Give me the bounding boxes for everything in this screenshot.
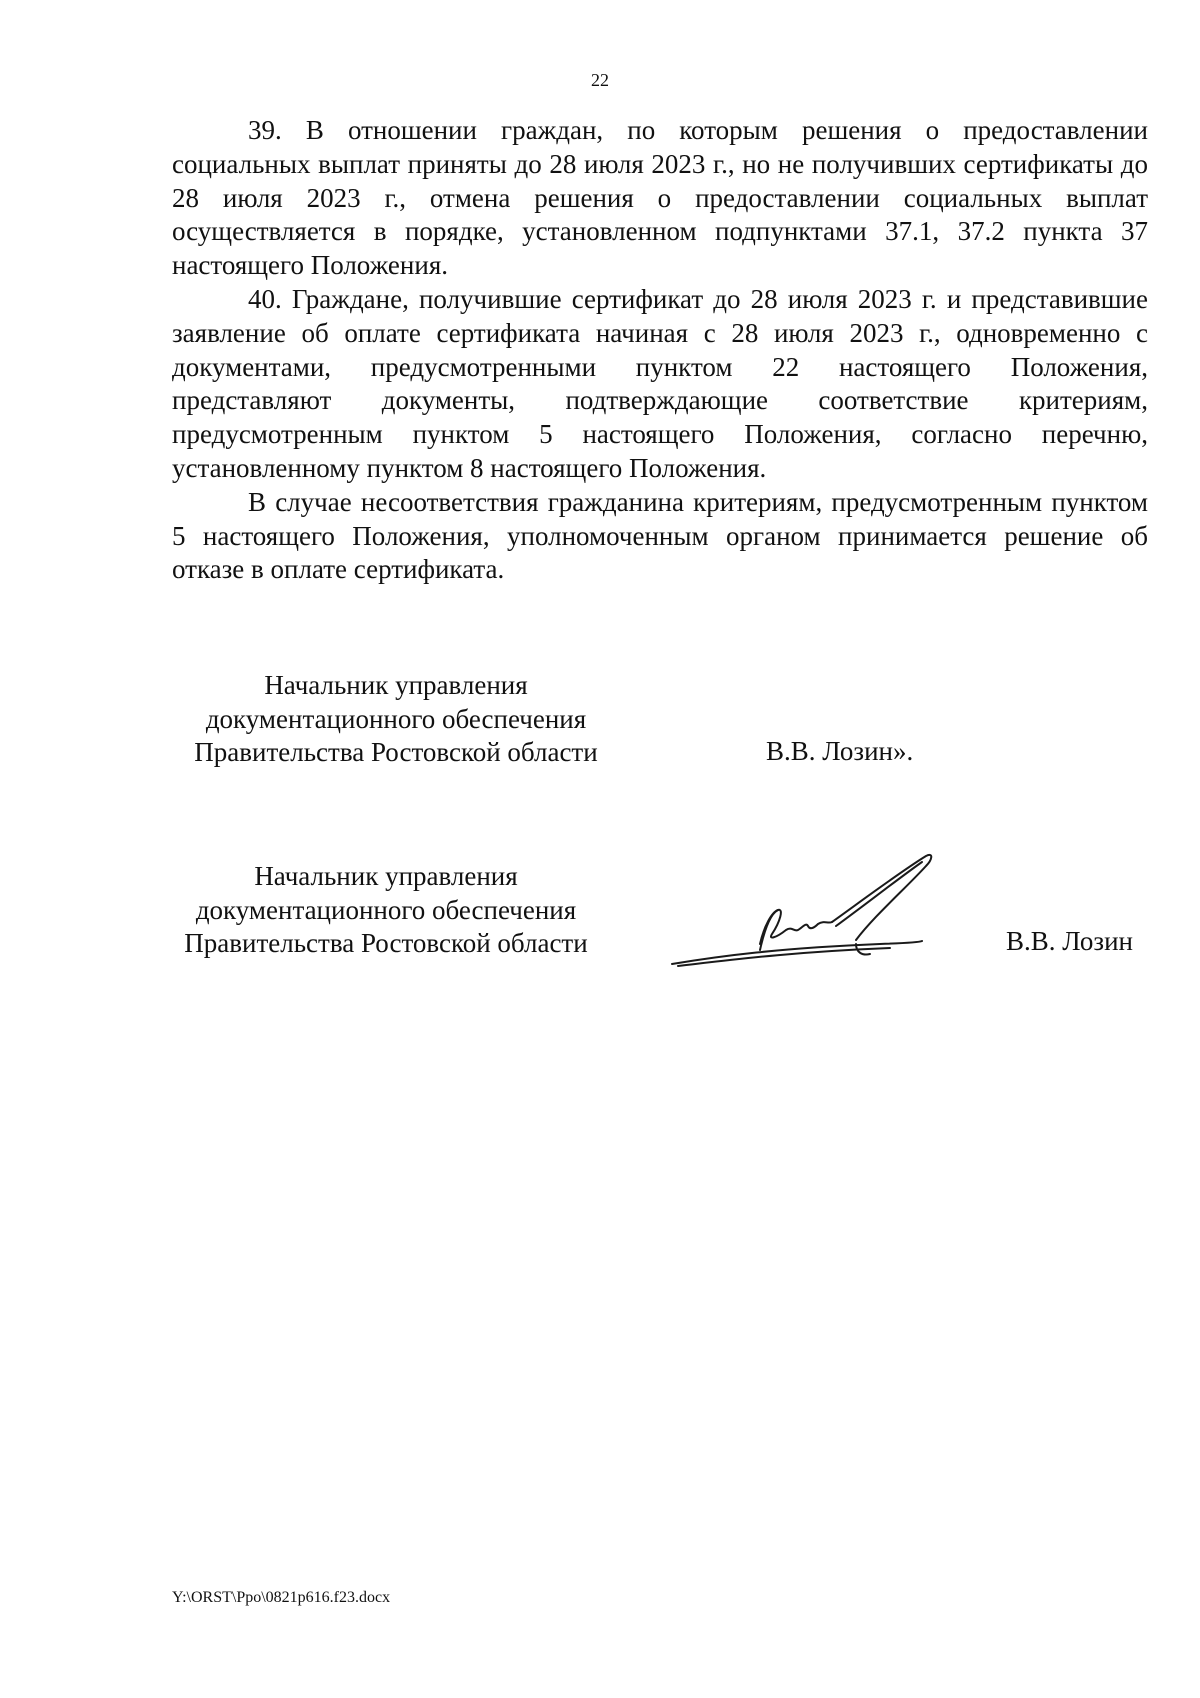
signatory-name-2: В.В. Лозин	[1006, 926, 1133, 956]
page-number: 22	[591, 70, 609, 90]
signatory-title-line: Правительства Ростовской области	[194, 737, 598, 767]
signatory-title-line: документационного обеспечения	[195, 894, 577, 925]
signatory-title-line: документационного обеспечения	[205, 703, 587, 734]
signatory-title-line: Начальник управления	[254, 861, 518, 891]
signatory-title-line: Правительства Ростовской области	[184, 928, 588, 958]
paragraph-40: 40. Граждане, получившие сертификат до 28 июля 2023 г. и представившие заявление об оплате сертификата начиная с 28 июля 2023 г., одновременно с документами, предусмотренными пунктом 22 настоящего Положения, представляют документы, подтверждающие соответствие критериям, предусмотренным пунктом 5 настоящего Положения, согласно перечню, установленному пунктом 8 настоящего Положения.	[172, 283, 1148, 483]
document-body	[172, 114, 1148, 587]
signatory-name-1: В.В. Лозин».	[766, 736, 914, 766]
signatory-title-1	[170, 669, 622, 770]
paragraph-39: 39. В отношении граждан, по которым решения о предоставлении социальных выплат приняты до 28 июля 2023 г., но не получивших сертификаты до 28 июля 2023 г., отмена решения о предоставлении социальных выплат осуществляется в порядке, установленном подпунктами 37.1, 37.2 пункта 37 настоящего Положения.	[172, 115, 1148, 281]
paragraph-40-continuation: В случае несоответствия гражданина критериям, предусмотренным пунктом 5 настоящего Положения, уполномоченным органом принимается решение об отказе в оплате сертификата.	[172, 486, 1148, 585]
signatory-title-2	[160, 860, 612, 961]
footer-file-path: Y:\ORST\Ppo\0821p616.f23.docx	[172, 1589, 391, 1606]
handwritten-signature	[660, 852, 950, 982]
signatory-title-line: Начальник управления	[264, 670, 528, 700]
